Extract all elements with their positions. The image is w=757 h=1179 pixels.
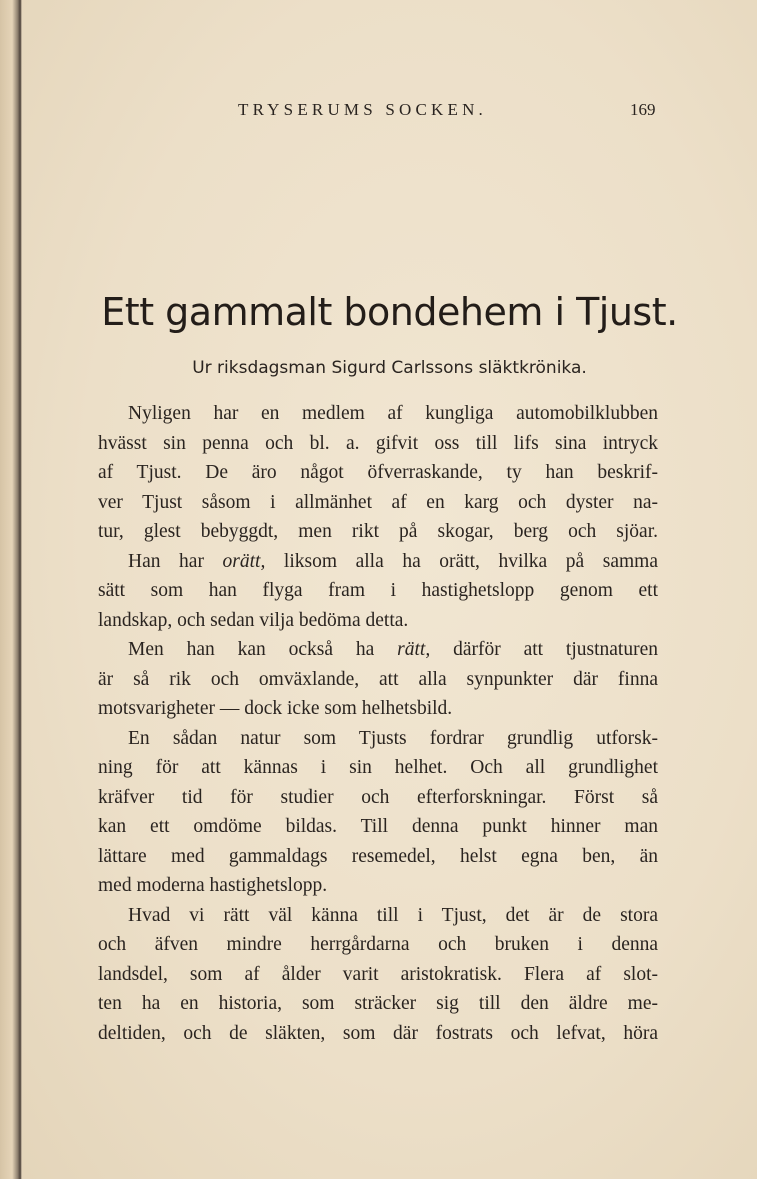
text-line: [98, 547, 658, 577]
italic-word: orätt,: [222, 550, 266, 572]
text-line: är så rik och omväxlande, att alla synpunkter där finna: [98, 668, 658, 690]
text-line: med moderna hastighetslopp.: [98, 875, 328, 896]
text-line: af Tjust. De äro något öfverraskande, ty han beskrif-: [98, 462, 658, 483]
text-line: motsvarigheter — dock icke som helhetsbild.: [98, 698, 453, 719]
page-number: 169: [630, 100, 656, 119]
text-line: och äfven mindre herrgårdarna och bruken i denna: [98, 934, 658, 955]
text-line: sätt som han flyga fram i hastighetslopp genom ett: [98, 580, 658, 601]
book-spine: [0, 0, 22, 1179]
article-title: Ett gammalt bondehem i Tjust.: [101, 290, 678, 334]
book-page: [22, 0, 757, 1179]
text-line: ten ha en historia, som sträcker sig till den äldre me-: [98, 993, 658, 1014]
text-line: deltiden, och de släkten, som där fostrats och lefvat, höra: [98, 1022, 658, 1044]
text-line: Hvad vi rätt väl känna till i Tjust, det är de stora: [128, 904, 658, 926]
text-segment: liksom alla ha orätt, hvilka på samma: [265, 550, 659, 572]
article-subtitle: Ur riksdagsman Sigurd Carlssons släktkrönika.: [192, 358, 587, 378]
text-line: kräfver tid för studier och efterforskningar. Först så: [98, 786, 658, 808]
text-line: landsdel, som af ålder varit aristokratisk. Flera af slot-: [98, 963, 658, 985]
text-segment: därför att tjustnaturen: [430, 639, 658, 660]
text-segment: Men han kan också ha: [128, 639, 398, 660]
text-line: kan ett omdöme bildas. Till denna punkt hinner man: [98, 816, 658, 837]
text-line: ver Tjust såsom i allmänhet af en karg och dyster na-: [98, 491, 658, 513]
italic-word: rätt,: [397, 639, 431, 660]
text-line: Nyligen har en medlem af kungliga automobilklubben: [128, 403, 658, 424]
text-line: landskap, och sedan vilja bedöma detta.: [98, 609, 409, 631]
text-line: hvässt sin penna och bl. a. gifvit oss till lifs sina intryck: [98, 432, 658, 454]
text-line: tur, glest bebyggdt, men rikt på skogar, berg och sjöar.: [98, 521, 658, 542]
text-line: ning för att kännas i sin helhet. Och all grundlighet: [98, 757, 658, 778]
running-title: TRYSERUMS SOCKEN.: [238, 100, 487, 119]
running-head: [22, 100, 757, 126]
text-line: En sådan natur som Tjusts fordrar grundlig utforsk-: [128, 727, 658, 749]
text-segment: Han har: [128, 550, 223, 572]
text-line: lättare med gammaldags resemedel, helst egna ben, än: [98, 845, 658, 867]
text-line: [98, 635, 658, 665]
body-text: [98, 399, 658, 1048]
